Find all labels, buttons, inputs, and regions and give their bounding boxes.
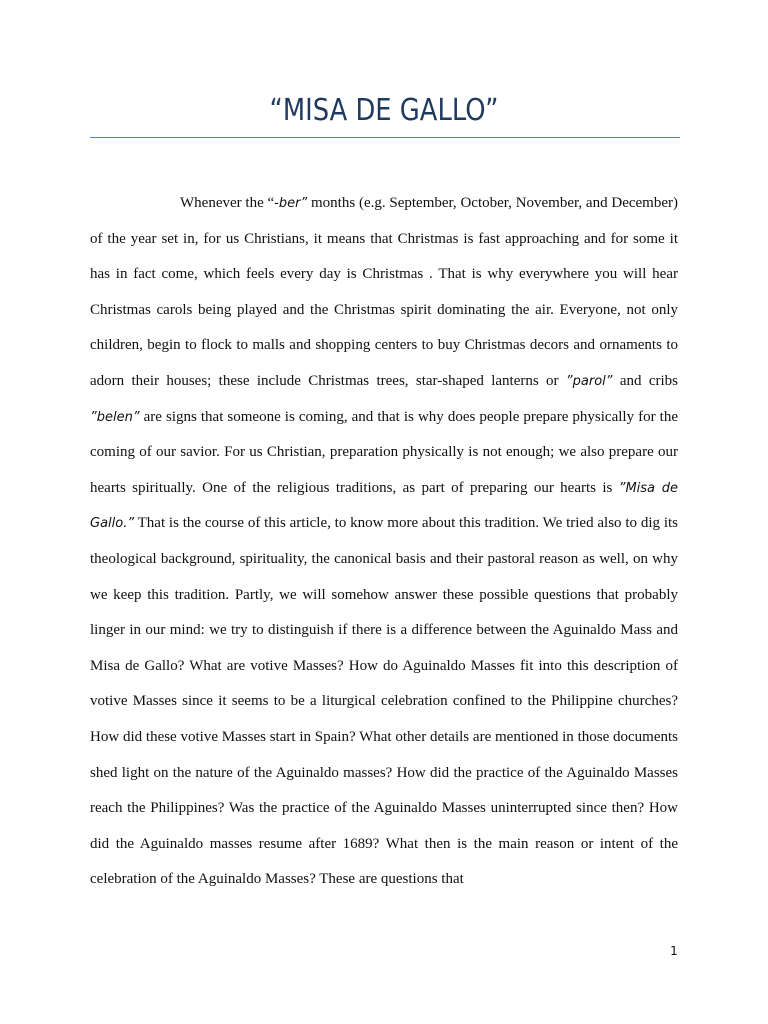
document-title: “MISA DE GALLO” xyxy=(269,93,499,128)
ber-closing-quote: ” xyxy=(300,196,308,211)
misa-de-gallo-term: ”Misa de Gallo.” xyxy=(90,480,679,532)
ber-term: -ber xyxy=(274,196,301,211)
paragraph-text-2: months (e.g. September, October, November, and December) of the year set in, for us Christians, it means that Christmas is fast approaching and for some it has in fact come, which feels every day is Christmas . That is why everywhere you will hear Christmas carols being played and the Christmas spirit dominating the air. Everyone, not only children, begin to flock to malls and shopping centers to buy Christmas decors and ornaments to adorn their houses; these include Christmas trees, star-shaped lanterns or xyxy=(90,195,678,389)
paragraph-text-5: That is the course of this article, to know more about this tradition. We tried also to dig its theological background, spirituality, the canonical basis and their pastoral reason as well, on why we keep this tradition. Partly, we will somehow answer these possible questions that probably linger in our mind: we try to distinguish if there is a difference between the Aguinaldo Mass and Misa de Gallo? What are votive Masses? How do Aguinaldo Masses fit into this description of votive Masses since it seems to be a liturgical celebration confined to the Philippine churches? How did these votive Masses start in Spain? What other details are mentioned in those documents shed light on the nature of the Aguinaldo masses? How did the practice of the Aguinaldo Masses reach the Philippines? Was the practice of the Aguinaldo Masses uninterrupted since then? How did the Aguinaldo masses resume after 1689? What then is the main reason or intent of the celebration of the Aguinaldo Masses? These are questions that xyxy=(90,515,678,888)
title-underline xyxy=(90,137,680,138)
paragraph-text-4: are signs that someone is coming, and that is why does people prepare physically for the coming of our savior. For us Christian, preparation physically is not enough; we also prepare our hearts spiritually. One of the religious traditions, as part of preparing our hearts is xyxy=(90,408,678,496)
paragraph-text-3: and cribs xyxy=(612,372,678,389)
page-number: 1 xyxy=(670,944,678,958)
body-paragraph xyxy=(90,186,678,898)
belen-term: ”belen” xyxy=(90,409,140,425)
paragraph-text-1: Whenever the “ xyxy=(180,195,275,211)
parol-term: ”parol” xyxy=(565,373,613,389)
